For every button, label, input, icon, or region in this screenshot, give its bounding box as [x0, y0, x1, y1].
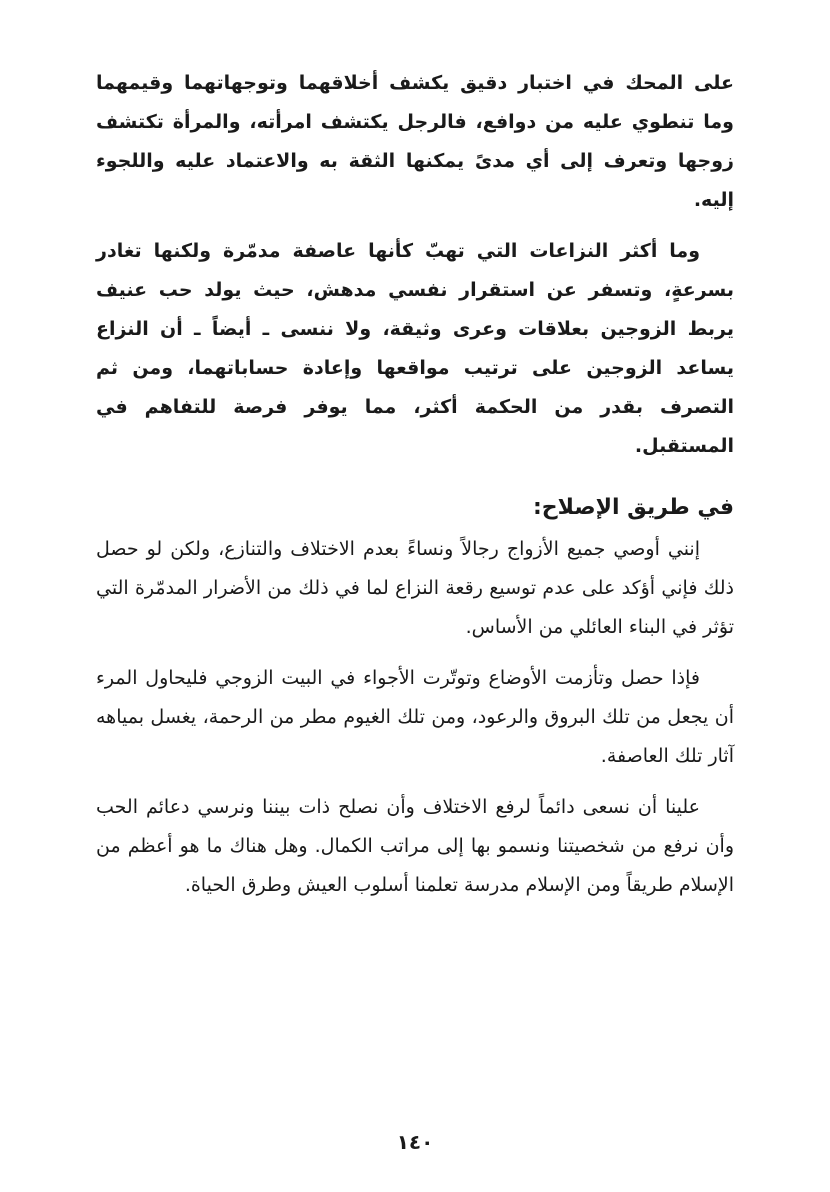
paragraph-crisis: فإذا حصل وتأزمت الأوضاع وتوتّرت الأجواء في البيت الزوجي فليحاول المرء أن يجعل من تلك البروق والرعود، ومن تلك الغيوم مطر من الرحمة، يغسل بمياهه آثار تلك العاصفة.: [96, 667, 734, 767]
paragraph-advice: إنني أوصي جميع الأزواج رجالاً ونساءً بعدم الاختلاف والتنازع، ولكن لو حصل ذلك فإني أؤكد على عدم توسيع رقعة النزاع لما في ذلك من الأضرار المدمّرة التي تؤثر في البناء العائلي من الأساس.: [96, 538, 734, 638]
paragraph-continuation: على المحك في اختبار دقيق يكشف أخلاقهما وتوجهاتهما وقيمهما وما تنطوي عليه من دوافع، فالرجل يكتشف امرأته، والمرأة تكتشف زوجها وتعرف إلى أي مدىً يمكنها الثقة به والاعتماد عليه واللجوء إليه.: [96, 72, 734, 211]
paragraph-disputes: وما أكثر النزاعات التي تهبّ كأنها عاصفة مدمّرة ولكنها تغادر بسرعةٍ، وتسفر عن استقرار نفسي مدهش، حيث يولد حب عنيف يربط الزوجين بعلاقات وعرى وثيقة، ولا ننسى ـ أيضاً ـ أن النزاع يساعد الزوجين على ترتيب مواقعها وإعادة حساباتهما، ومن ثم التصرف بقدر من الحكمة أكثر، مما يوفر فرصة للتفاهم في المستقبل.: [96, 240, 734, 457]
page-body: [96, 64, 734, 917]
paragraph-conclusion: علينا أن نسعى دائماً لرفع الاختلاف وأن نصلح ذات بيننا ونرسي دعائم الحب وأن نرفع من شخصيتنا ونسمو بها إلى مراتب الكمال. وهل هناك ما هو أعظم من الإسلام طريقاً ومن الإسلام مدرسة تعلمنا أسلوب العيش وطرق الحياة.: [96, 796, 734, 896]
page-number: ١٤٠: [396, 1130, 434, 1154]
section-heading: في طريق الإصلاح:: [532, 495, 734, 520]
